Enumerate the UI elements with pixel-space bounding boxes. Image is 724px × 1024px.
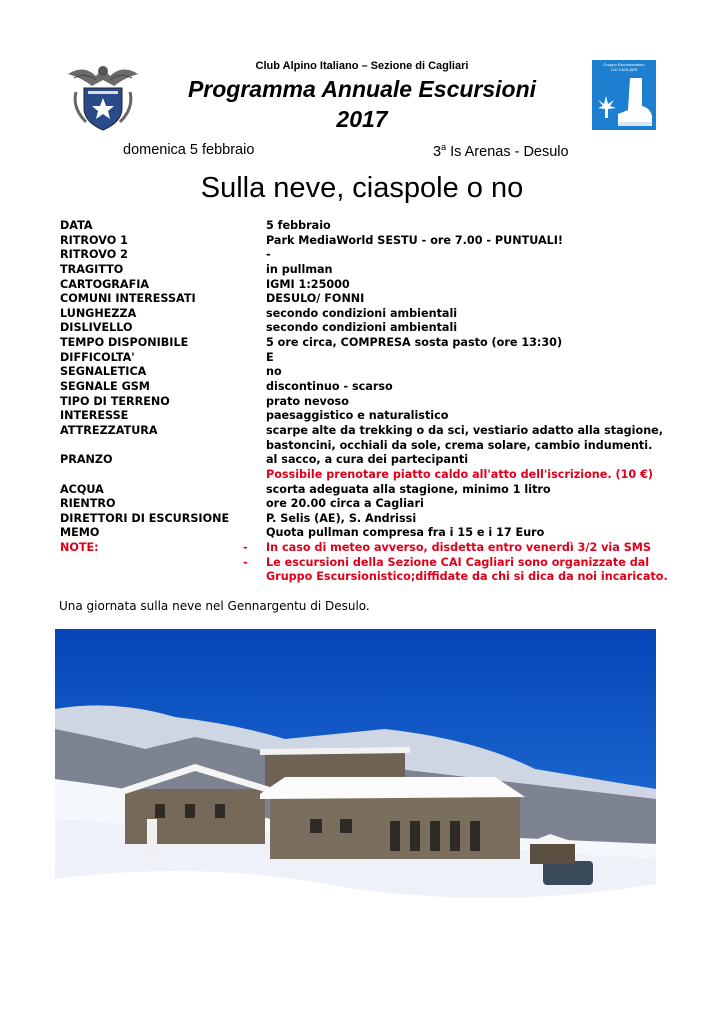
info-value: DESULO/ FONNI: [266, 292, 365, 306]
photo-caption: Una giornata sulla neve nel Gennargentu di Desulo.: [59, 599, 370, 613]
info-key: SEGNALE GSM: [60, 380, 150, 394]
note-text: In caso di meteo avverso, disdetta entro venerdì 3/2 via SMS: [266, 541, 651, 555]
info-key: TIPO DI TERRENO: [60, 394, 170, 408]
info-key: SEGNALETICA: [60, 365, 147, 379]
info-row: [60, 468, 670, 483]
info-value: no: [266, 365, 282, 379]
info-value: in pullman: [266, 262, 333, 276]
info-row: [60, 409, 670, 424]
info-value: Quota pullman compresa fra i 15 e i 17 Euro: [266, 526, 545, 540]
info-value: -: [266, 248, 271, 262]
info-row: [60, 336, 670, 351]
note-row: [60, 556, 670, 571]
info-row: [60, 278, 670, 293]
info-value: ore 20.00 circa a Cagliari: [266, 497, 424, 511]
info-key: COMUNI INTERESSATI: [60, 292, 196, 306]
event-place: [433, 142, 569, 160]
note-bullet: -: [243, 541, 248, 555]
program-title: Programma Annuale Escursioni: [187, 76, 537, 102]
info-row: [60, 439, 670, 454]
note-row: [60, 541, 670, 556]
note-row: [60, 570, 670, 585]
program-year: 2017: [336, 106, 388, 132]
svg-text:Gruppo Escursionistico: Gruppo Escursionistico: [603, 62, 645, 67]
info-key: RIENTRO: [60, 497, 116, 511]
info-value: 5 ore circa, COMPRESA sosta pasto (ore 13:30): [266, 336, 563, 350]
event-number-sup: a: [441, 142, 447, 152]
note-text: Le escursioni della Sezione CAI Cagliari sono organizzate dal: [266, 555, 650, 569]
info-key: INTERESSE: [60, 409, 129, 423]
info-key: LUNGHEZZA: [60, 306, 137, 320]
info-key: ACQUA: [60, 482, 104, 496]
info-value: secondo condizioni ambientali: [266, 321, 458, 335]
info-value: discontinuo - scarso: [266, 380, 393, 394]
snowy-mountain-refuge-photo: [55, 629, 656, 969]
info-row: [60, 219, 670, 234]
info-key: MEMO: [60, 526, 100, 540]
info-row: [60, 380, 670, 395]
info-value: al sacco, a cura dei partecipanti: [266, 453, 469, 467]
info-value: scarpe alte da trekking o da sci, vestiario adatto alla stagione,: [266, 423, 663, 437]
info-key: DIFFICOLTA': [60, 350, 135, 364]
event-date: domenica 5 febbraio: [123, 142, 255, 158]
info-value: IGMI 1:25000: [266, 277, 350, 291]
info-key: DISLIVELLO: [60, 321, 133, 335]
organization-name: Club Alpino Italiano – Sezione di Cagliari: [255, 60, 469, 72]
event-number: 3: [433, 143, 442, 160]
info-key: DATA: [60, 219, 93, 232]
cai-emblem-logo: [66, 58, 140, 132]
info-row: [60, 321, 670, 336]
info-value: P. Selis (AE), S. Andrissi: [266, 511, 417, 525]
info-key: DIRETTORI DI ESCURSIONE: [60, 511, 230, 525]
info-row: [60, 234, 670, 249]
info-row: [60, 453, 670, 468]
info-value: prato nevoso: [266, 394, 349, 408]
info-row: [60, 497, 670, 512]
info-key: TEMPO DISPONIBILE: [60, 336, 189, 350]
info-value: bastoncini, occhiali da sole, crema solare, cambio indumenti.: [266, 438, 653, 452]
info-row: [60, 365, 670, 380]
info-key: RITROVO 2: [60, 248, 128, 262]
note-text: Gruppo Escursionistico;diffidate da chi si dica da noi incaricato.: [266, 570, 668, 584]
info-row: [60, 526, 670, 541]
info-value: Park MediaWorld SESTU - ore 7.00 - PUNTUALI!: [266, 233, 563, 247]
hike-title: Sulla neve, ciaspole o no: [200, 172, 524, 204]
info-key: PRANZO: [60, 453, 113, 467]
info-key: TRAGITTO: [60, 262, 124, 276]
info-table: [60, 219, 670, 585]
info-row: [60, 248, 670, 263]
info-row: [60, 512, 670, 527]
info-row: [60, 292, 670, 307]
info-key: ATTREZZATURA: [60, 423, 158, 437]
note-bullet: -: [243, 555, 248, 569]
info-row: [60, 424, 670, 439]
info-key: CARTOGRAFIA: [60, 277, 150, 291]
info-value: secondo condizioni ambientali: [266, 306, 458, 320]
info-value: paesaggistico e naturalistico: [266, 409, 449, 423]
info-row: [60, 307, 670, 322]
info-row: [60, 351, 670, 366]
note-label: NOTE:: [60, 541, 99, 555]
info-value: Possibile prenotare piatto caldo all'atto dell'iscrizione. (10 €): [266, 467, 653, 481]
info-value: 5 febbraio: [266, 219, 331, 232]
info-key: RITROVO 1: [60, 233, 128, 247]
svg-text:CAI CAGLIARI: CAI CAGLIARI: [610, 67, 638, 72]
info-row: [60, 395, 670, 410]
info-row: [60, 483, 670, 498]
hiking-boot-badge-logo: [592, 60, 656, 130]
info-row: [60, 263, 670, 278]
info-value: E: [266, 350, 274, 364]
event-place-name: Is Arenas - Desulo: [450, 143, 569, 160]
info-value: scorta adeguata alla stagione, minimo 1 litro: [266, 482, 551, 496]
